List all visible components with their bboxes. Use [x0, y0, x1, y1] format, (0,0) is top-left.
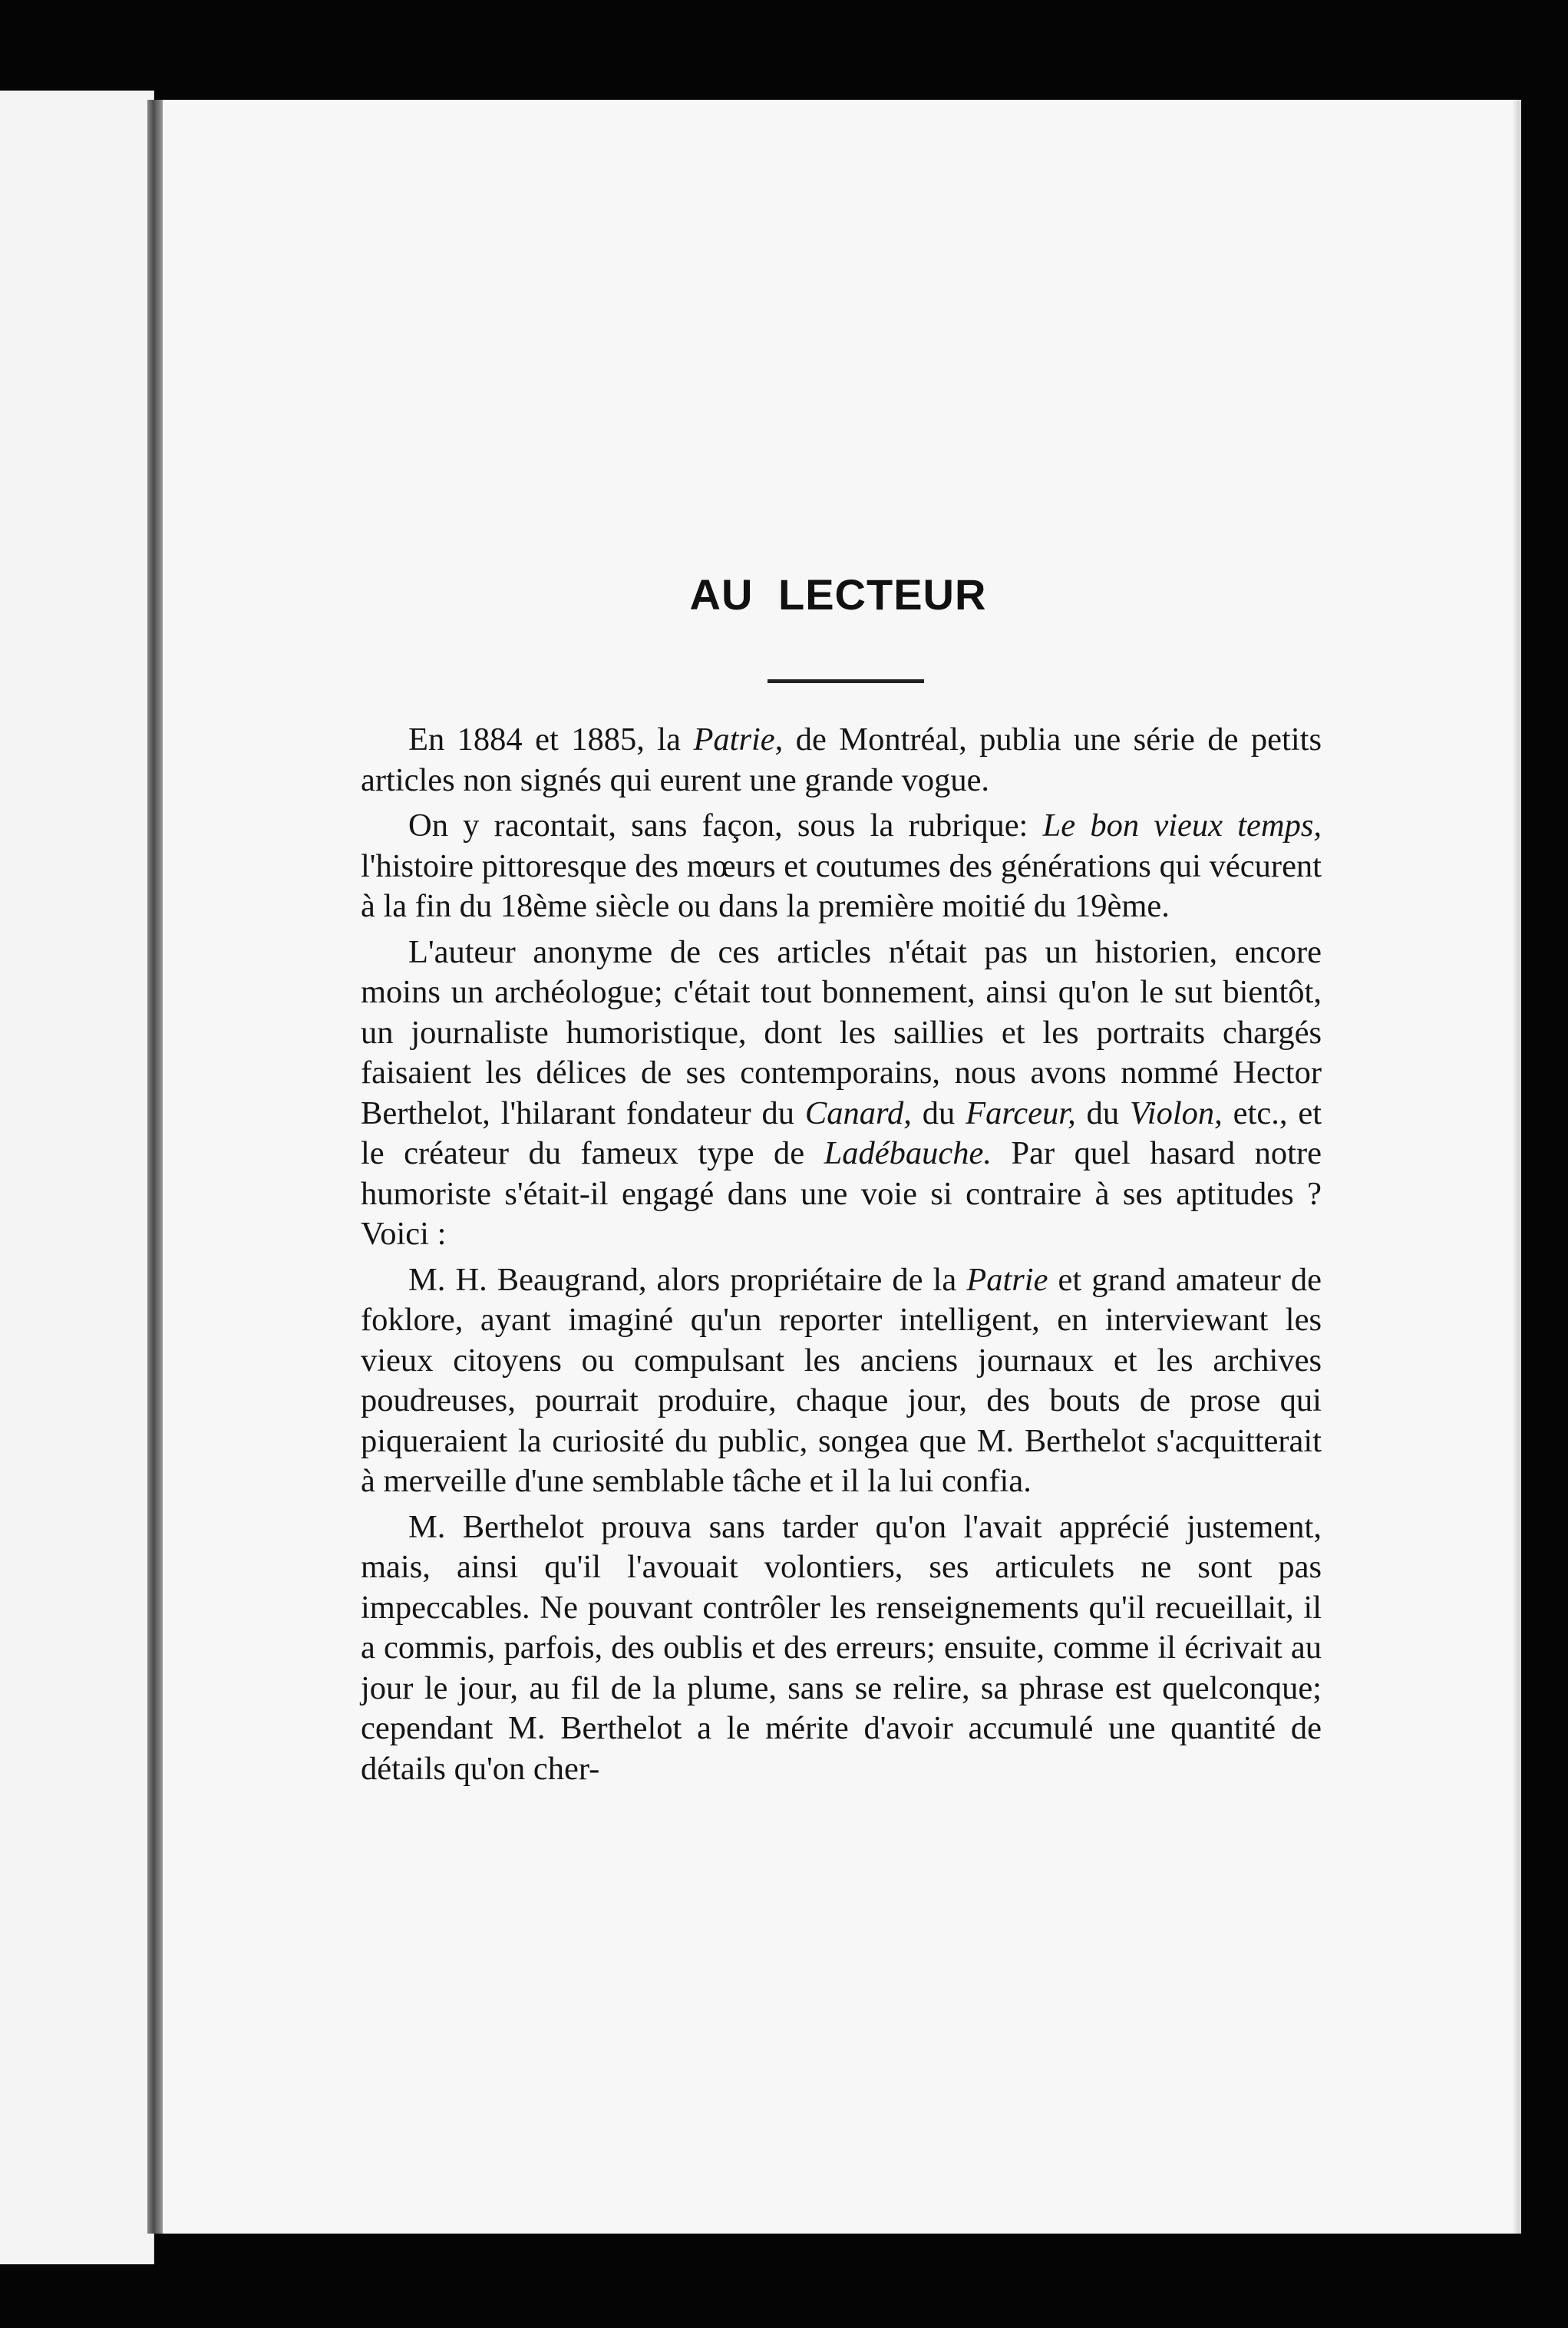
text-run: En 1884 et 1885, la [408, 722, 694, 758]
page-title: AU LECTEUR [689, 570, 987, 619]
title-rule [767, 679, 924, 683]
italic-run: Patrie [966, 1261, 1048, 1298]
text-run: du [911, 1095, 966, 1131]
body-text [361, 720, 1322, 1795]
text-run: etc., et le créateur du fameux type de [361, 1095, 1322, 1171]
facing-page-edge [0, 91, 154, 2264]
paragraph-5 [361, 1507, 1322, 1790]
text-run: On y racontait, sans façon, sous la rubrique: [408, 807, 1043, 844]
book-page [163, 100, 1514, 2234]
text-run: et grand amateur de foklore, ayant imaginé qu'un reporter intelligent, en interviewant les vieux citoyens ou compulsant les anciens journaux et les archives poudreuses, pourrait produire, chaque jour, des bouts de prose qui piqueraient la curiosité du public, songea que M. Berthelot s'acquitterait à merveille d'une semblable tâche et il la lui confia. [361, 1261, 1322, 1499]
italic-run: Canard, [804, 1095, 912, 1131]
italic-run: Farceur, [966, 1095, 1076, 1131]
italic-run: Ladébauche. [824, 1135, 992, 1171]
text-run: du [1075, 1095, 1130, 1131]
paragraph-4 [361, 1260, 1322, 1502]
paragraph-3 [361, 933, 1322, 1255]
italic-run: Le bon vieux temps, [1042, 807, 1322, 844]
book-gutter [147, 100, 163, 2234]
text-run: M. H. Beaugrand, alors propriétaire de la [408, 1261, 967, 1298]
paragraph-2 [361, 806, 1322, 927]
text-run: Par quel hasard notre humoriste s'était-il engagé dans une voie si contraire à ses aptitudes ? Voici : [361, 1135, 1322, 1252]
paragraph-1 [361, 720, 1322, 801]
text-run: l'histoire pittoresque des mœurs et coutumes des générations qui vécurent à la fin du 18ème siècle ou dans la première moitié du 19ème. [361, 847, 1322, 924]
text-run: M. Berthelot prouva sans tarder qu'on l'avait apprécié justement, mais, ainsi qu'il l'avouait volontiers, ses articulets ne sont pas impeccables. Ne pouvant contrôler les renseignements qu'il recueillait, il a commis, parfois, des oublis et des erreurs; ensuite, comme il écrivait au jour le jour, au fil de la plume, sans se relire, sa phrase est quelconque; cependant M. Berthelot a le mérite d'avoir accumulé une quantité de détails qu'on cher- [361, 1508, 1322, 1787]
text-run: L'auteur anonyme de ces articles n'était pas un historien, encore moins un archéologue; c'était tout bonnement, ainsi qu'on le sut bientôt, un journaliste humoristique, dont les saillies et les portraits chargés faisaient les délices de ses contemporains, nous avons nommé Hector Berthelot, l'hilarant fondateur du [361, 933, 1322, 1131]
text-run: de Montréal, publia une série de petits articles non signés qui eurent une grande vogue. [361, 722, 1322, 798]
italic-run: Violon, [1129, 1095, 1223, 1131]
italic-run: Patrie, [693, 722, 784, 758]
